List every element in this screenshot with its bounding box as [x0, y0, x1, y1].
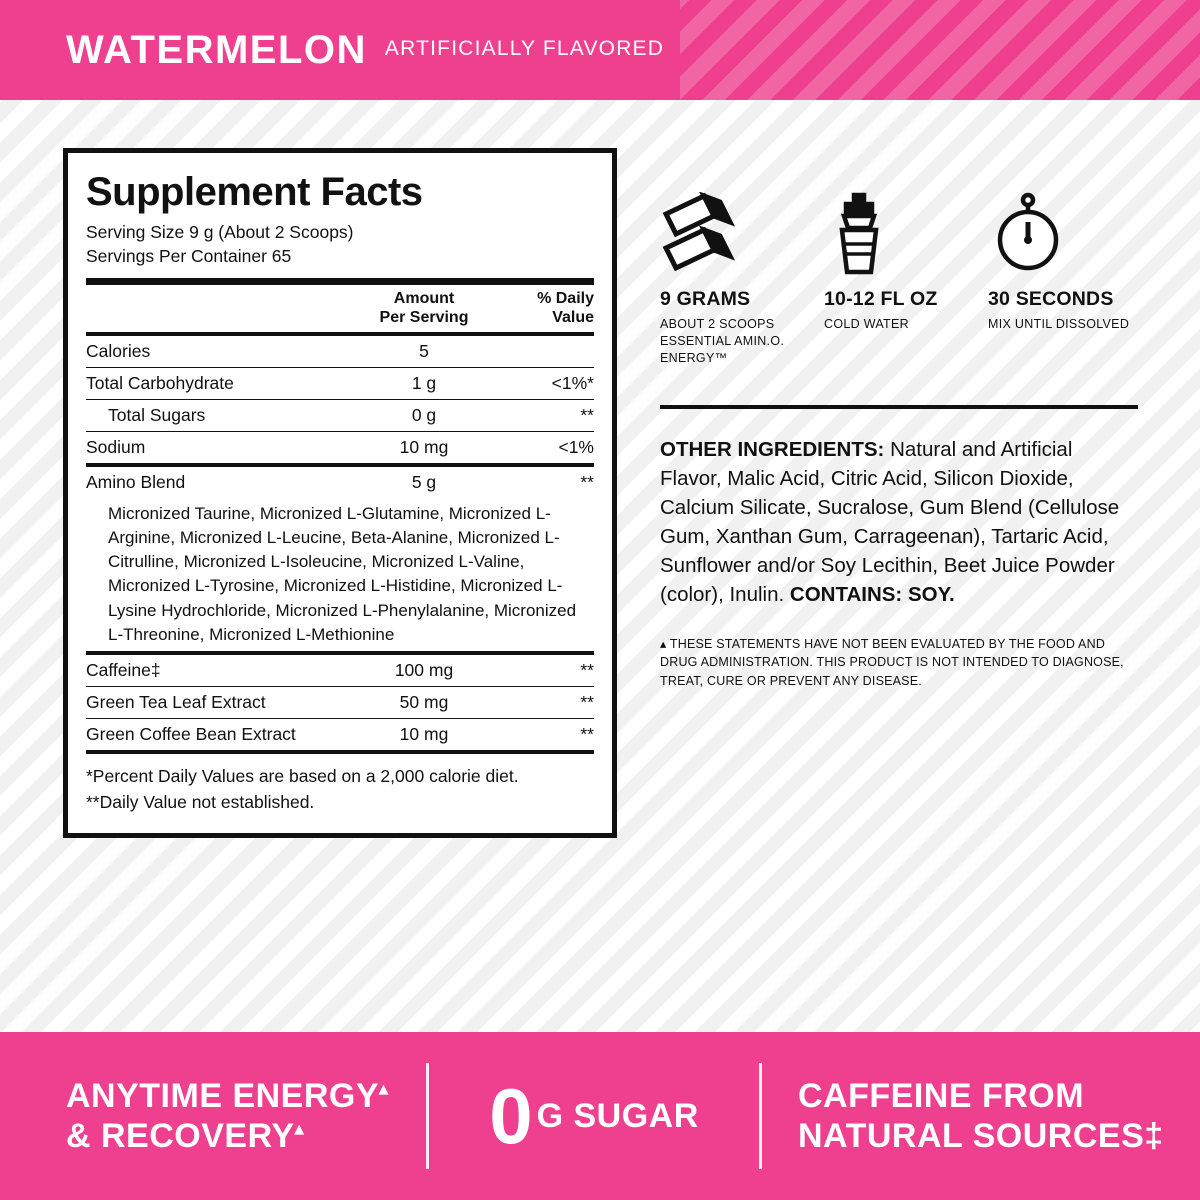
how-to-step	[988, 190, 1138, 333]
row-label: Total Sugars	[86, 400, 349, 432]
header-amount-line1: Amount	[393, 290, 455, 308]
table-row	[86, 718, 594, 750]
right-column	[660, 190, 1138, 690]
row-dv: **	[499, 655, 594, 687]
row-dv: **	[580, 472, 594, 493]
amino-blend-detail: Micronized Taurine, Micronized L-Glutamine, Micronized L-Arginine, Micronized L-Leucine, Beta-Alanine, Micronized L-Citrulline, Micronized L-Isoleucine, Micronized L-Valine, Micronized L-Tyrosine, Micronized L-Histidine, Micronized L-Lysine Hydrochloride, Micronized L-Phenylalanine, Micronized L-Threonine, Micronized L-Methionine	[108, 504, 577, 644]
row-label: Sodium	[86, 437, 146, 458]
top-banner	[0, 0, 1200, 100]
supplement-facts-title: Supplement Facts	[86, 170, 423, 214]
table-row	[86, 336, 594, 368]
row-amount: 100 mg	[349, 655, 499, 687]
banner-divider-1	[426, 1063, 429, 1169]
how-to-step-title: 30 SECONDS	[988, 288, 1114, 310]
other-ingredients-label: OTHER INGREDIENTS:	[660, 437, 885, 461]
table-row	[86, 432, 594, 464]
header-daily-value	[499, 285, 594, 332]
row-dv	[499, 336, 594, 368]
how-to-step-title: 9 GRAMS	[660, 288, 751, 310]
supplement-facts-panel	[63, 148, 617, 838]
how-to-step	[824, 190, 974, 333]
row-label: Green Coffee Bean Extract	[86, 723, 296, 744]
nutrition-rows-amino	[86, 467, 594, 498]
row-label: Total Carbohydrate	[86, 368, 349, 400]
bottom-banner	[0, 1032, 1200, 1200]
table-row	[86, 686, 594, 718]
flavor-name: WATERMELON	[66, 27, 367, 72]
row-dv: **	[499, 400, 594, 432]
how-to-step-sub: MIX UNTIL DISSOLVED	[988, 317, 1130, 331]
row-dv: **	[580, 723, 594, 744]
claim1-line2: & RECOVERY	[66, 1117, 295, 1155]
divider-thick-top	[86, 278, 594, 285]
claim-zero-sugar	[429, 1071, 759, 1160]
fda-disclaimer: ▴ THESE STATEMENTS HAVE NOT BEEN EVALUATED BY THE FOOD AND DRUG ADMINISTRATION. THIS PRODUCT IS NOT INTENDED TO DIAGNOSE, TREAT, CURE OR PREVENT ANY DISEASE.	[660, 637, 1124, 688]
table-header-row	[86, 285, 594, 332]
row-dv: **	[499, 686, 594, 718]
row-amount: 0 g	[349, 400, 499, 432]
serving-size: Serving Size 9 g (About 2 Scoops)	[86, 222, 354, 242]
row-amount: 5 g	[411, 472, 437, 493]
row-amount: 50 mg	[349, 686, 499, 718]
nutrition-rows-actives	[86, 655, 594, 750]
table-row	[86, 400, 594, 432]
table-row	[86, 655, 594, 687]
row-amount: 10 mg	[399, 437, 449, 458]
claim3-line2: NATURAL SOURCES‡	[798, 1117, 1164, 1155]
zero-sugar-label: G SUGAR	[536, 1096, 699, 1135]
claim1-line1: ANYTIME ENERGY	[66, 1076, 380, 1115]
other-ingredients-body: Natural and Artificial Flavor, Malic Acid, Citric Acid, Silicon Dioxide, Calcium Silicate, Sucralose, Gum Blend (Cellulose Gum, Xanthan Gum, Carrageenan), Tartaric Acid, Sunflower and/or Soy Lecithin, Beet Juice Powder (color), Inulin.	[660, 437, 1120, 607]
claim3-line1: CAFFEINE FROM	[798, 1076, 1085, 1115]
footnote-daily-values: *Percent Daily Values are based on a 2,000 calorie diet.	[86, 765, 519, 786]
how-to-use-row	[660, 190, 1138, 367]
header-amount-line2: Per Serving	[379, 308, 469, 326]
how-to-step-title: 10-12 FL OZ	[824, 288, 938, 310]
zero-sugar-value: 0	[489, 1071, 533, 1160]
how-to-step-sub: ABOUT 2 SCOOPS ESSENTIAL AMIN.O. ENERGY™	[660, 317, 785, 365]
banner-divider-2	[759, 1063, 762, 1169]
flavor-title-group	[66, 0, 664, 100]
row-amount: 1 g	[349, 368, 499, 400]
stopwatch-icon	[988, 190, 1138, 280]
flavor-subtitle: ARTIFICIALLY FLAVORED	[384, 37, 665, 60]
shaker-bottle-icon	[824, 190, 974, 280]
contains-allergens: CONTAINS: SOY.	[789, 583, 955, 607]
claim-natural-caffeine	[762, 1076, 1164, 1156]
claim1-sup-1: ▴	[379, 1078, 389, 1099]
row-dv: <1%*	[499, 368, 594, 400]
servings-per-container: Servings Per Container 65	[86, 245, 292, 266]
nutrition-rows-primary	[86, 336, 594, 463]
row-dv: <1%	[558, 437, 594, 458]
banner-stripe-pattern	[680, 0, 1200, 100]
row-amount: 10 mg	[399, 723, 449, 744]
nutrition-table	[86, 285, 594, 332]
header-dv-line2: Value	[552, 308, 594, 326]
header-dv-line1: % Daily	[537, 290, 594, 308]
section-divider	[660, 405, 1138, 409]
table-row	[86, 368, 594, 400]
other-ingredients-block	[660, 435, 1138, 610]
table-row	[86, 467, 594, 498]
header-blank	[86, 285, 349, 332]
claim1-sup-2: ▴	[294, 1118, 305, 1139]
claim-anytime-energy	[0, 1076, 426, 1156]
row-label: Amino Blend	[86, 472, 186, 493]
header-amount	[349, 285, 499, 332]
row-label: Green Tea Leaf Extract	[86, 686, 349, 718]
row-label: Caffeine‡	[86, 655, 349, 687]
scoops-icon	[660, 190, 810, 280]
how-to-step	[660, 190, 810, 367]
row-amount: 5	[349, 336, 499, 368]
footnote-dv-not-established: **Daily Value not established.	[86, 792, 315, 813]
row-label: Calories	[86, 336, 349, 368]
how-to-step-sub: COLD WATER	[824, 317, 909, 331]
